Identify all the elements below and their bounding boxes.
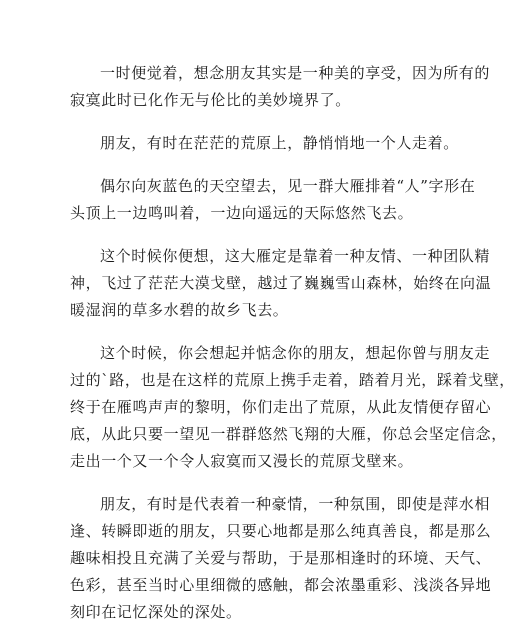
text-line: 朋友，有时是代表着一种豪情，一种氛围，即使是萍水相	[100, 495, 491, 513]
paragraph-1	[0, 60, 500, 114]
paragraph-6	[0, 491, 500, 626]
text-line: 寂寞此时已化作无与伦比的美妙境界了。	[70, 91, 351, 109]
text-line: 这个时候你便想，这大雁定是靠着一种友情、一种团队精	[100, 247, 491, 265]
paragraph-2	[0, 130, 500, 157]
text-line: 过的`路，也是在这样的荒原上携手走着，踏着月光，踩着戈壁，	[70, 371, 515, 389]
text-line: 偶尔向灰蓝色的天空望去，见一群大雁排着“人”字形在	[100, 177, 476, 195]
text-line: 暖湿润的草多水碧的故乡飞去。	[70, 301, 289, 319]
text-line: 这个时候，你会想起并惦念你的朋友，想起你曾与朋友走	[100, 344, 491, 362]
text-line: 朋友，有时在茫茫的荒原上，静悄悄地一个人走着。	[100, 134, 459, 152]
paragraph-3	[0, 173, 500, 227]
text-line: 色彩，甚至当时心里细微的感触，都会浓墨重彩、浅淡各异地	[70, 576, 492, 594]
text-line: 逢、转瞬即逝的朋友，只要心地都是那么纯真善良，都是那么	[70, 522, 492, 540]
text-line: 一时便觉着，想念朋友其实是一种美的享受，因为所有的	[100, 64, 491, 82]
text-line: 头顶上一边鸣叫着，一边向遥远的天际悠然飞去。	[70, 204, 414, 222]
text-line: 趣味相投且充满了关爱与帮助，于是那相逢时的环境、天气、	[70, 549, 492, 567]
paragraph-5	[0, 340, 515, 475]
text-line: 底，从此只要一望见一群群悠然飞翔的大雁，你总会坚定信念，	[70, 425, 507, 443]
text-line: 刻印在记忆深处的深处。	[70, 603, 242, 621]
text-line: 终于在雁鸣声声的黎明，你们走出了荒原，从此友情便存留心	[70, 398, 492, 416]
text-line: 走出一个又一个令人寂寞而又漫长的荒原戈壁来。	[70, 452, 414, 470]
text-line: 神，飞过了茫茫大漠戈壁，越过了巍巍雪山森林，始终在向温	[70, 274, 492, 292]
paragraph-4	[0, 243, 500, 324]
article-body	[0, 60, 515, 642]
